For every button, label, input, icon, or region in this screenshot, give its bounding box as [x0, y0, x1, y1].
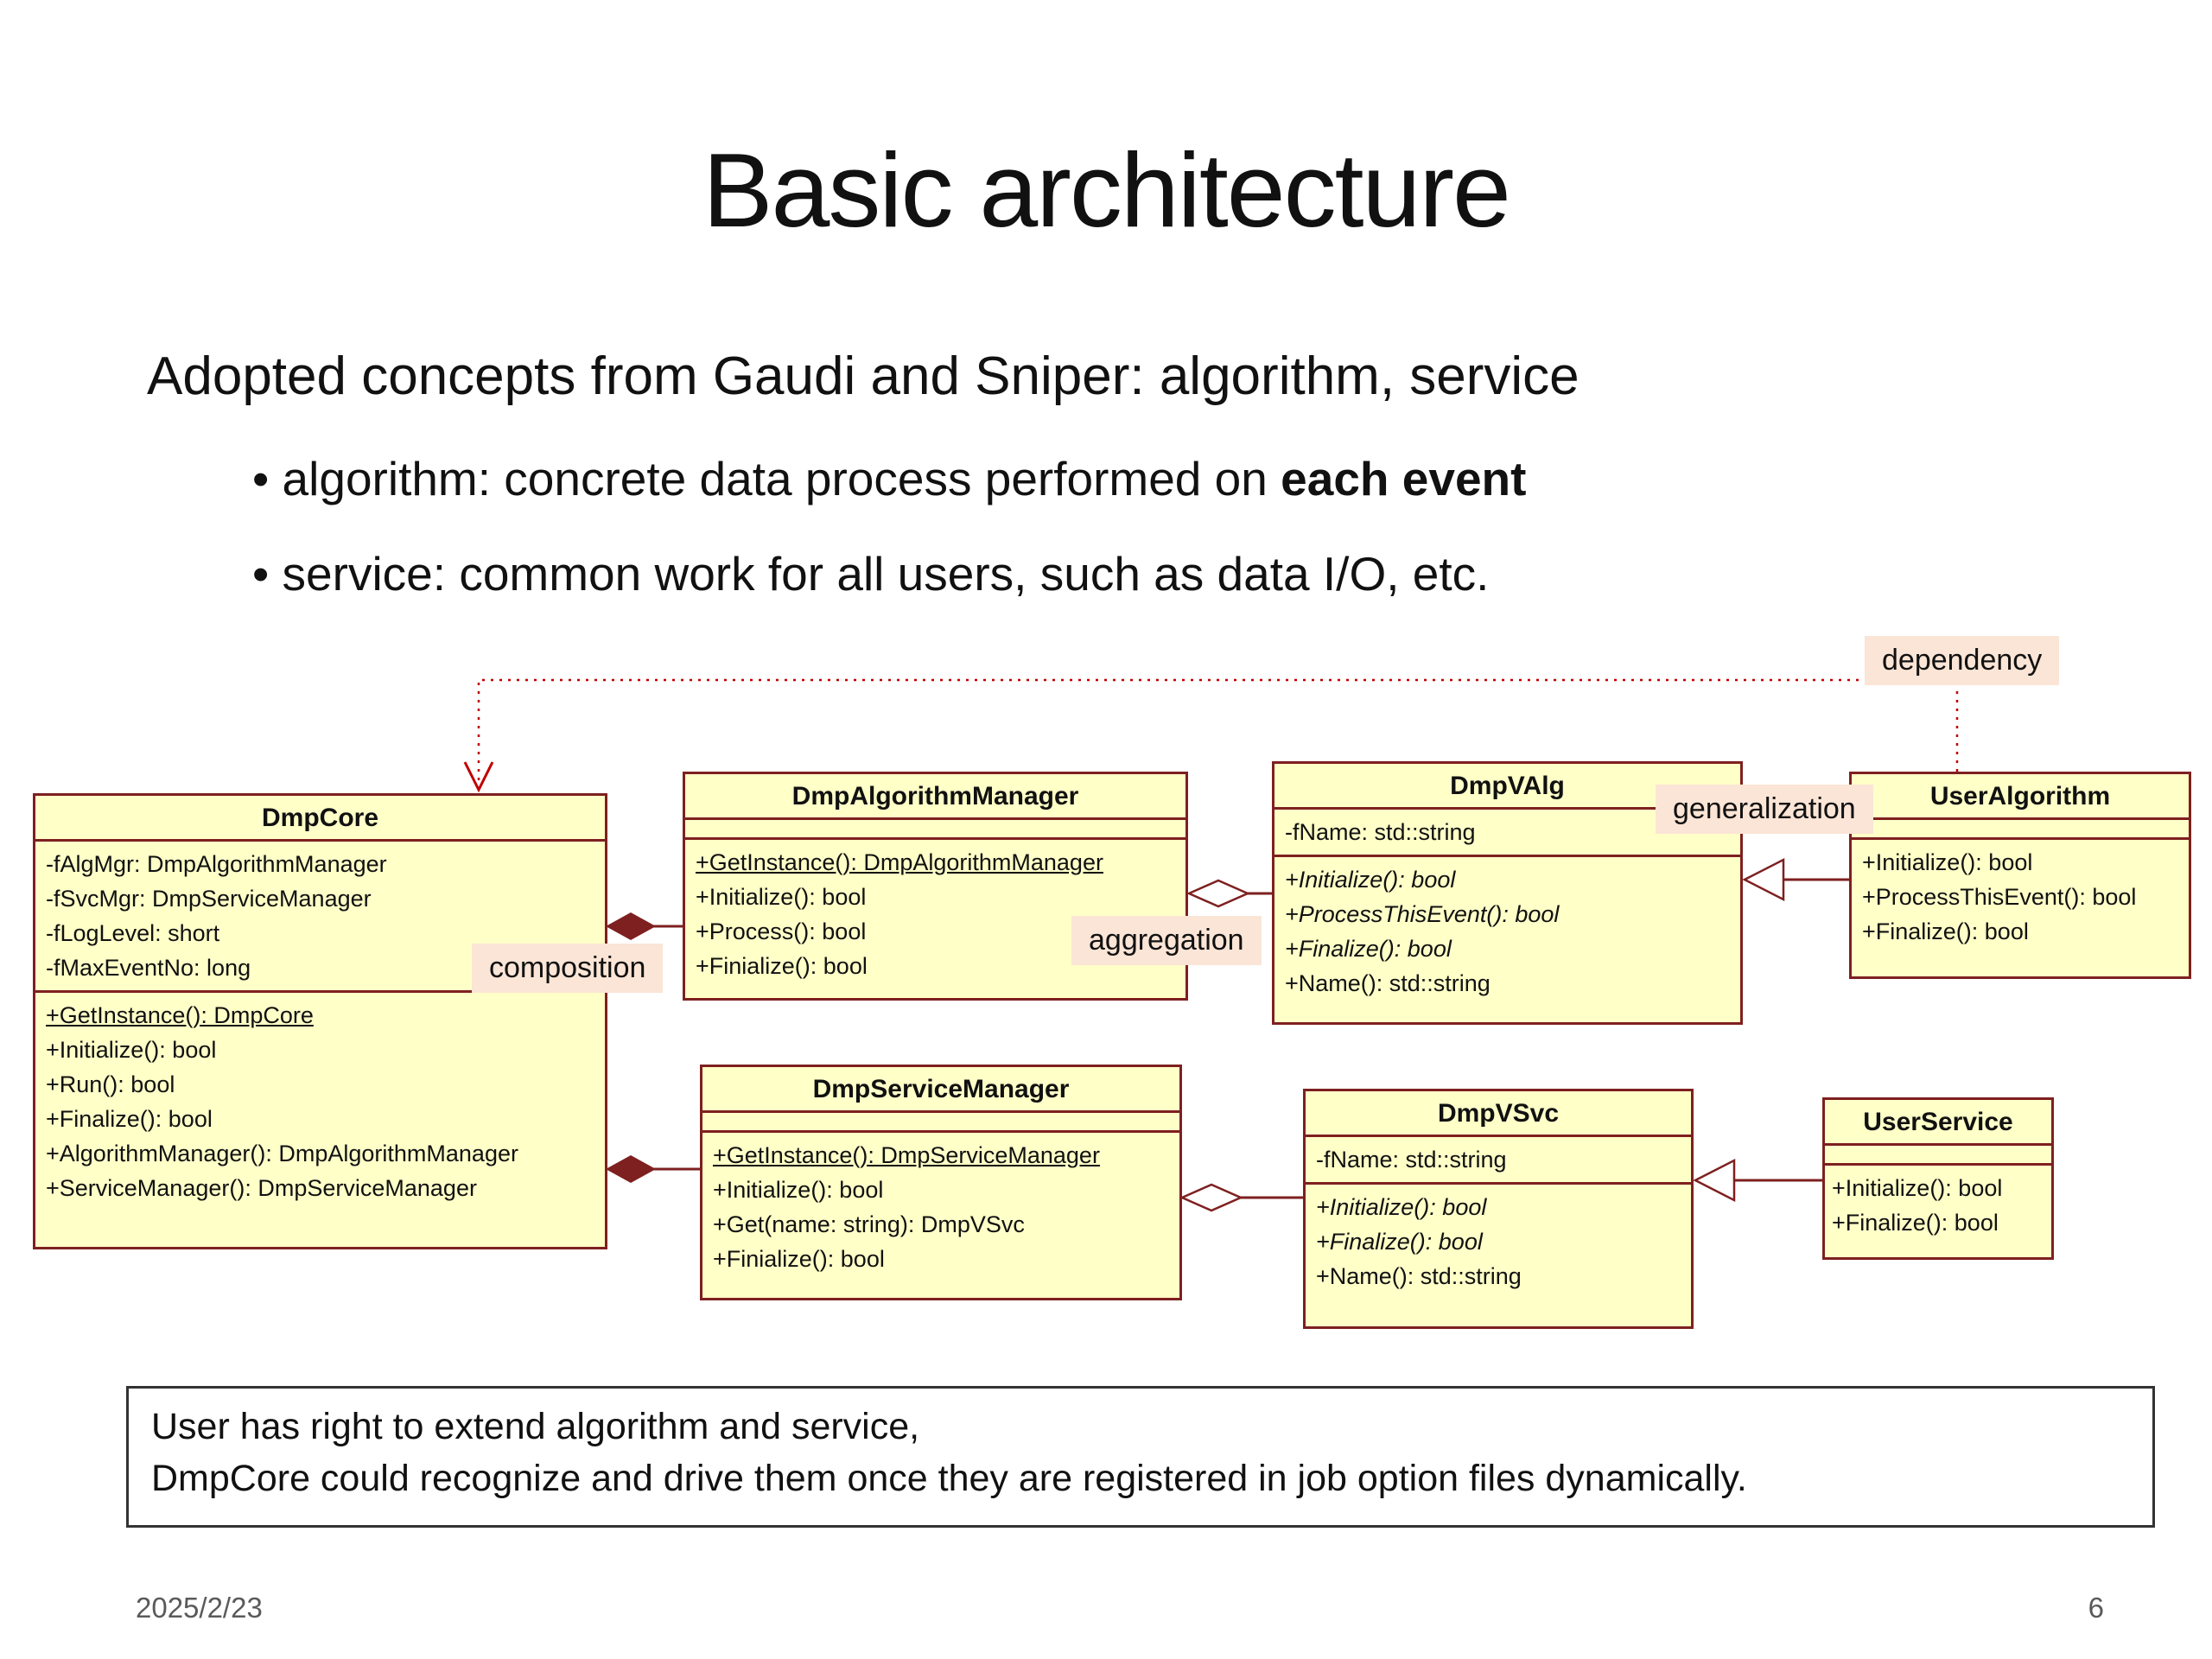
- uml-method: +Initialize(): bool: [1316, 1194, 1487, 1220]
- label-composition: composition: [472, 944, 663, 993]
- uml-attribute: -fSvcMgr: DmpServiceManager: [46, 886, 372, 912]
- class-userservice-title: UserService: [1863, 1108, 2013, 1136]
- uml-method: +Initialize(): bool: [1832, 1175, 2003, 1201]
- class-useralgorithm: [1849, 772, 2191, 979]
- class-useralgorithm-attributes: [1852, 817, 2189, 837]
- uml-method: +Name(): std::string: [1316, 1263, 1522, 1289]
- uml-method: +Finalize(): bool: [1862, 918, 2029, 944]
- class-userservice: [1822, 1097, 2054, 1260]
- uml-method: +Initialize(): bool: [713, 1177, 884, 1203]
- class-dmpservicemanager-attributes: [702, 1110, 1179, 1130]
- uml-method: +Initialize(): bool: [46, 1037, 217, 1063]
- composition-diamond-svcmgr: [606, 1155, 656, 1183]
- class-dmpalgorithmmanager: [683, 772, 1188, 1001]
- class-useralgorithm-methods: [1852, 837, 2189, 976]
- uml-attribute: -fLogLevel: short: [46, 920, 220, 946]
- uml-method: +Finalize(): bool: [46, 1106, 213, 1132]
- uml-method: +Finialize(): bool: [696, 953, 868, 979]
- class-dmpvalg-methods: [1274, 855, 1740, 1022]
- uml-method: +Finialize(): bool: [713, 1246, 885, 1272]
- uml-method: +AlgorithmManager(): DmpAlgorithmManager: [46, 1141, 518, 1166]
- aggregation-diamond-vsvc: [1182, 1185, 1241, 1211]
- dependency-arrowhead: [465, 762, 493, 790]
- class-dmpvsvc-attributes: [1306, 1135, 1691, 1182]
- uml-method: +Run(): bool: [46, 1071, 175, 1097]
- class-dmpalgorithmmanager-attributes: [685, 817, 1185, 837]
- uml-method: +Name(): std::string: [1285, 970, 1491, 996]
- label-dependency: dependency: [1865, 636, 2059, 685]
- class-dmpalgorithmmanager-title: DmpAlgorithmManager: [791, 782, 1079, 810]
- class-dmpvsvc-methods: [1306, 1182, 1691, 1326]
- uml-attribute: -fName: std::string: [1316, 1147, 1507, 1173]
- class-dmpvsvc: [1303, 1089, 1694, 1329]
- uml-method: +ProcessThisEvent(): bool: [1285, 901, 1560, 927]
- uml-attribute: -fMaxEventNo: long: [46, 955, 251, 981]
- uml-method: +Get(name: string): DmpVSvc: [713, 1211, 1025, 1237]
- page-title: Basic architecture: [702, 131, 1510, 249]
- uml-method: +Finalize(): bool: [1285, 936, 1452, 962]
- class-userservice-methods: [1825, 1163, 2051, 1257]
- uml-method: +Process(): bool: [696, 918, 867, 944]
- bullet-service-text: service: common work for all users, such as data I/O, etc.: [282, 547, 1490, 601]
- class-userservice-attributes: [1825, 1143, 2051, 1163]
- class-dmpvsvc-title: DmpVSvc: [1437, 1099, 1560, 1128]
- class-useralgorithm-title: UserAlgorithm: [1929, 782, 2111, 810]
- uml-method: +Initialize(): bool: [1285, 867, 1456, 893]
- uml-attribute: -fAlgMgr: DmpAlgorithmManager: [46, 851, 387, 877]
- class-dmpcore-methods: [35, 990, 605, 1247]
- uml-method: +Initialize(): bool: [1862, 849, 2033, 875]
- uml-method: +GetInstance(): DmpAlgorithmManager: [696, 849, 1103, 875]
- aggregation-diamond-valg: [1189, 880, 1248, 906]
- uml-method: +Finalize(): bool: [1316, 1229, 1483, 1255]
- footer-date: 2025/2/23: [136, 1592, 263, 1624]
- class-dmpservicemanager-methods: [702, 1130, 1179, 1298]
- note-line-2: DmpCore could recognize and drive them once they are registered in job option files dynamically.: [151, 1458, 1747, 1499]
- label-generalization: generalization: [1656, 785, 1873, 834]
- class-dmpservicemanager: [700, 1065, 1182, 1300]
- class-dmpcore-title: DmpCore: [261, 804, 378, 832]
- uml-attribute: -fName: std::string: [1285, 819, 1476, 845]
- label-aggregation: aggregation: [1071, 916, 1262, 965]
- note-line-1: User has right to extend algorithm and service,: [151, 1406, 920, 1447]
- uml-method: +Initialize(): bool: [696, 884, 867, 910]
- bullet-algorithm-text: algorithm: concrete data process performed on: [282, 452, 1281, 505]
- class-dmpservicemanager-title: DmpServiceManager: [812, 1075, 1070, 1103]
- composition-diamond-algmgr: [606, 912, 656, 940]
- footer-page-number: 6: [2088, 1592, 2104, 1624]
- class-dmpcore: [33, 793, 607, 1249]
- generalization-triangle-alg: [1745, 860, 1783, 899]
- subtitle-text: Adopted concepts from Gaudi and Sniper: algorithm, service: [147, 346, 1580, 406]
- generalization-triangle-svc: [1695, 1160, 1734, 1200]
- uml-method: +ProcessThisEvent(): bool: [1862, 884, 2137, 910]
- uml-method: +Finalize(): bool: [1832, 1210, 1999, 1236]
- bullet-algorithm-bold: each event: [1281, 452, 1527, 505]
- uml-method: +ServiceManager(): DmpServiceManager: [46, 1175, 477, 1201]
- uml-method: +GetInstance(): DmpServiceManager: [713, 1142, 1100, 1168]
- uml-method: +GetInstance(): DmpCore: [46, 1002, 314, 1028]
- class-dmpvalg-title: DmpVAlg: [1450, 772, 1565, 800]
